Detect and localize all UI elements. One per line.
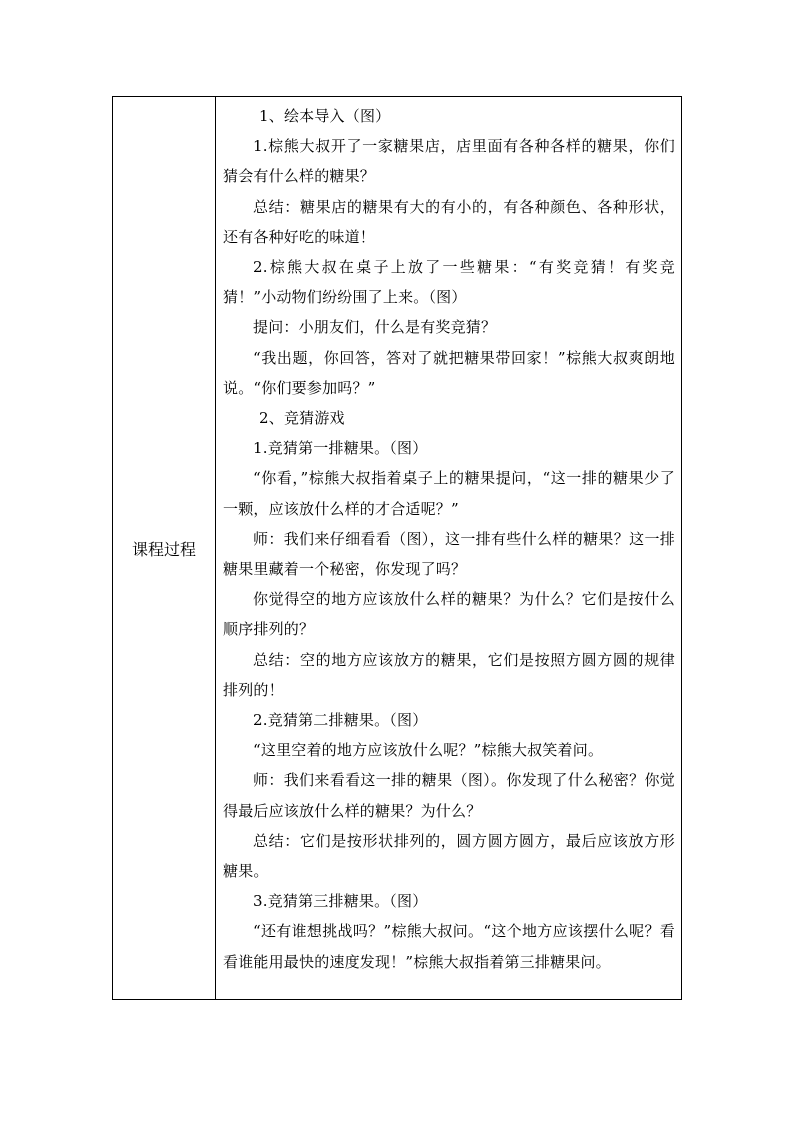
- section-heading: 1、绘本导入（图）: [259, 107, 391, 125]
- row-label: 课程过程: [131, 539, 196, 559]
- paragraph: “你看，”棕熊大叔指着桌子上的糖果提问，“这一排的糖果少了一颗，应该放什么样的才合适呢？”: [223, 469, 675, 518]
- content-cell: [216, 97, 682, 1000]
- paragraph: 2.棕熊大叔在桌子上放了一些糖果：“有奖竞猜！有奖竞猜！”小动物们纷纷围了上来。（图）: [223, 258, 675, 307]
- paragraph: 2.竞猜第二排糖果。（图）: [253, 711, 428, 730]
- paragraph: 总结：它们是按形状排列的，圆方圆方圆方，最后应该放方形糖果。: [223, 831, 675, 881]
- paragraph: 3.竞猜第三排糖果。（图）: [253, 892, 428, 911]
- paragraph: 师：我们来仔细看看（图），这一排有些什么样的糖果？这一排糖果里藏着一个秘密，你发现了吗？: [223, 529, 675, 579]
- paragraph: 总结：糖果店的糖果有大的有小的，有各种颜色、各种形状，还有各种好吃的味道！: [223, 197, 675, 246]
- paragraph: 你觉得空的地方应该放什么样的糖果？为什么？它们是按什么顺序排列的？: [223, 590, 675, 639]
- paragraph: 1.竞猜第一排糖果。（图）: [253, 439, 428, 458]
- paragraph: “还有谁想挑战吗？”棕熊大叔问。“这个地方应该摆什么呢？看看谁能用最快的速度发现！”棕熊大叔指着第三排糖果问。: [223, 922, 675, 971]
- paragraph: 提问：小朋友们，什么是有奖竞猜？: [253, 318, 497, 337]
- lesson-content: [216, 97, 681, 977]
- row-label-cell: [113, 97, 216, 1000]
- paragraph: 总结：空的地方应该放方的糖果，它们是按照方圆方圆的规律排列的！: [223, 650, 675, 699]
- paragraph: 1.棕熊大叔开了一家糖果店，店里面有各种各样的糖果，你们猜会有什么样的糖果？: [223, 137, 675, 186]
- section-heading: 2、竞猜游戏: [259, 409, 345, 428]
- table-row: [113, 97, 682, 1000]
- paragraph: “我出题，你回答，答对了就把糖果带回家！”棕熊大叔爽朗地说。“你们要参加吗？”: [223, 348, 675, 397]
- paragraph: “这里空着的地方应该放什么呢？”棕熊大叔笑着问。: [253, 741, 604, 760]
- paragraph: 师：我们来看看这一排的糖果（图）。你发现了什么秘密？你觉得最后应该放什么样的糖果？为什么？: [223, 771, 675, 820]
- lesson-plan-table: [112, 96, 682, 1000]
